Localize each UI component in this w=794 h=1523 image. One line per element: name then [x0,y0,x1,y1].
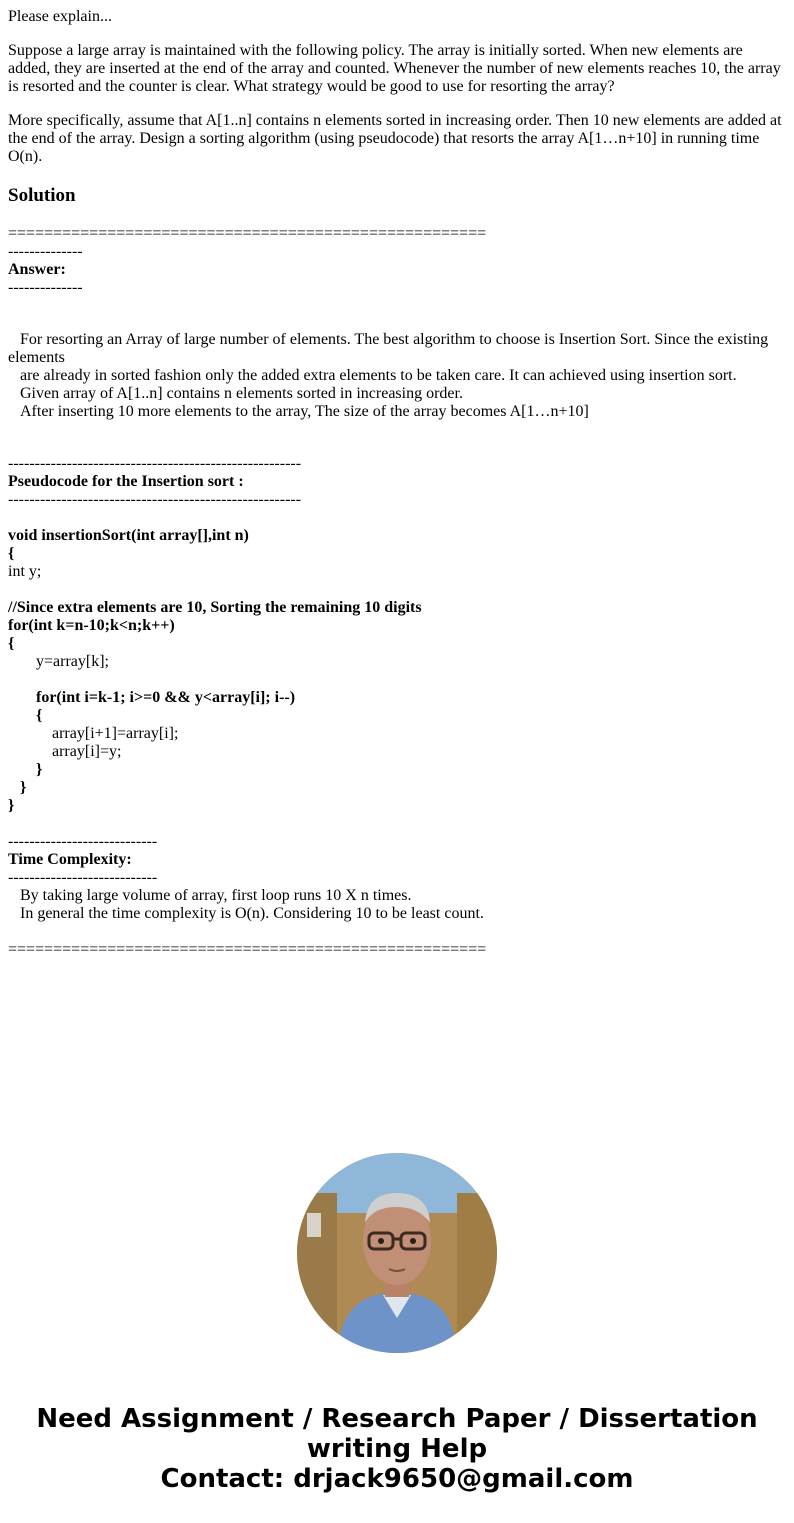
answer-line-1: For resorting an Array of large number of elements. The best algorithm to choose is Insertion Sort. Since the existing elements [8,331,773,366]
answer-line-2: are already in sorted fashion only the added extra elements to be taken care. It can achieved using insertion sort. [8,367,737,384]
author-avatar [297,1153,497,1353]
answer-dash-top: -------------- [8,243,83,260]
answer-line-4: After inserting 10 more elements to the array, The size of the array becomes A[1…n+10] [8,403,589,420]
code-line: } [8,797,15,814]
code-line: for(int k=n-10;k<n;k++) [8,617,175,634]
code-line: array[i+1]=array[i]; [8,725,179,742]
code-line [8,671,786,689]
solution-body [8,225,786,959]
solution-heading: Solution [8,185,76,206]
question-paragraph-2: More specifically, assume that A[1..n] contains n elements sorted in increasing order. Then 10 new elements are added at the end of the array. Design a sorting algorithm (using pseudocode) that resorts the array A[1…n+10] in running time O(n). [8,112,782,165]
code-line: array[i]=y; [8,743,122,760]
code-line: for(int i=k-1; i>=0 && y<array[i]; i--) [8,689,296,706]
separator-top: ===================================================== [8,225,487,242]
code-line [8,581,786,599]
footer-line-2: writing Help [306,1434,488,1464]
separator-bottom: ===================================================== [8,941,487,958]
code-line: int y; [8,563,42,580]
code-line: y=array[k]; [8,653,109,670]
code-line: { [8,545,15,562]
code-line: } [8,761,43,778]
footer-contact: Contact: drjack9650@gmail.com [160,1464,634,1494]
code-line: //Since extra elements are 10, Sorting the remaining 10 digits [8,599,422,616]
answer-dash-bottom: -------------- [8,279,83,296]
answer-line-3: Given array of A[1..n] contains n elements sorted in increasing order. [8,385,463,402]
time-line-1: By taking large volume of array, first loop runs 10 X n times. [8,887,412,904]
code-line: { [8,707,43,724]
footer-line-1: Need Assignment / Research Paper / Dissertation [36,1404,758,1434]
question-paragraph-1: Suppose a large array is maintained with the following policy. The array is initially sorted. When new elements are added, they are inserted at the end of the array and counted. Whenever the number of new elements reaches 10, the array is resorted and the counter is clear. What strategy would be good to use for resorting the array? [8,42,781,95]
time-label: Time Complexity: [8,851,132,868]
time-dash-bottom: ---------------------------- [8,869,158,886]
code-line: } [8,779,27,796]
time-dash-top: ---------------------------- [8,833,158,850]
pseudocode-block [8,527,786,815]
author-portrait-illustration [297,1153,497,1353]
question-intro: Please explain... [8,8,112,25]
pseudo-dash-top: ------------------------------------------------------- [8,455,302,472]
code-line: { [8,635,15,652]
time-line-2: In general the time complexity is O(n). Considering 10 to be least count. [8,905,484,922]
code-line: void insertionSort(int array[],int n) [8,527,249,544]
promo-footer [0,1404,794,1494]
pseudo-label: Pseudocode for the Insertion sort : [8,473,244,490]
answer-label: Answer: [8,261,66,278]
pseudo-dash-bottom: ------------------------------------------------------- [8,491,302,508]
